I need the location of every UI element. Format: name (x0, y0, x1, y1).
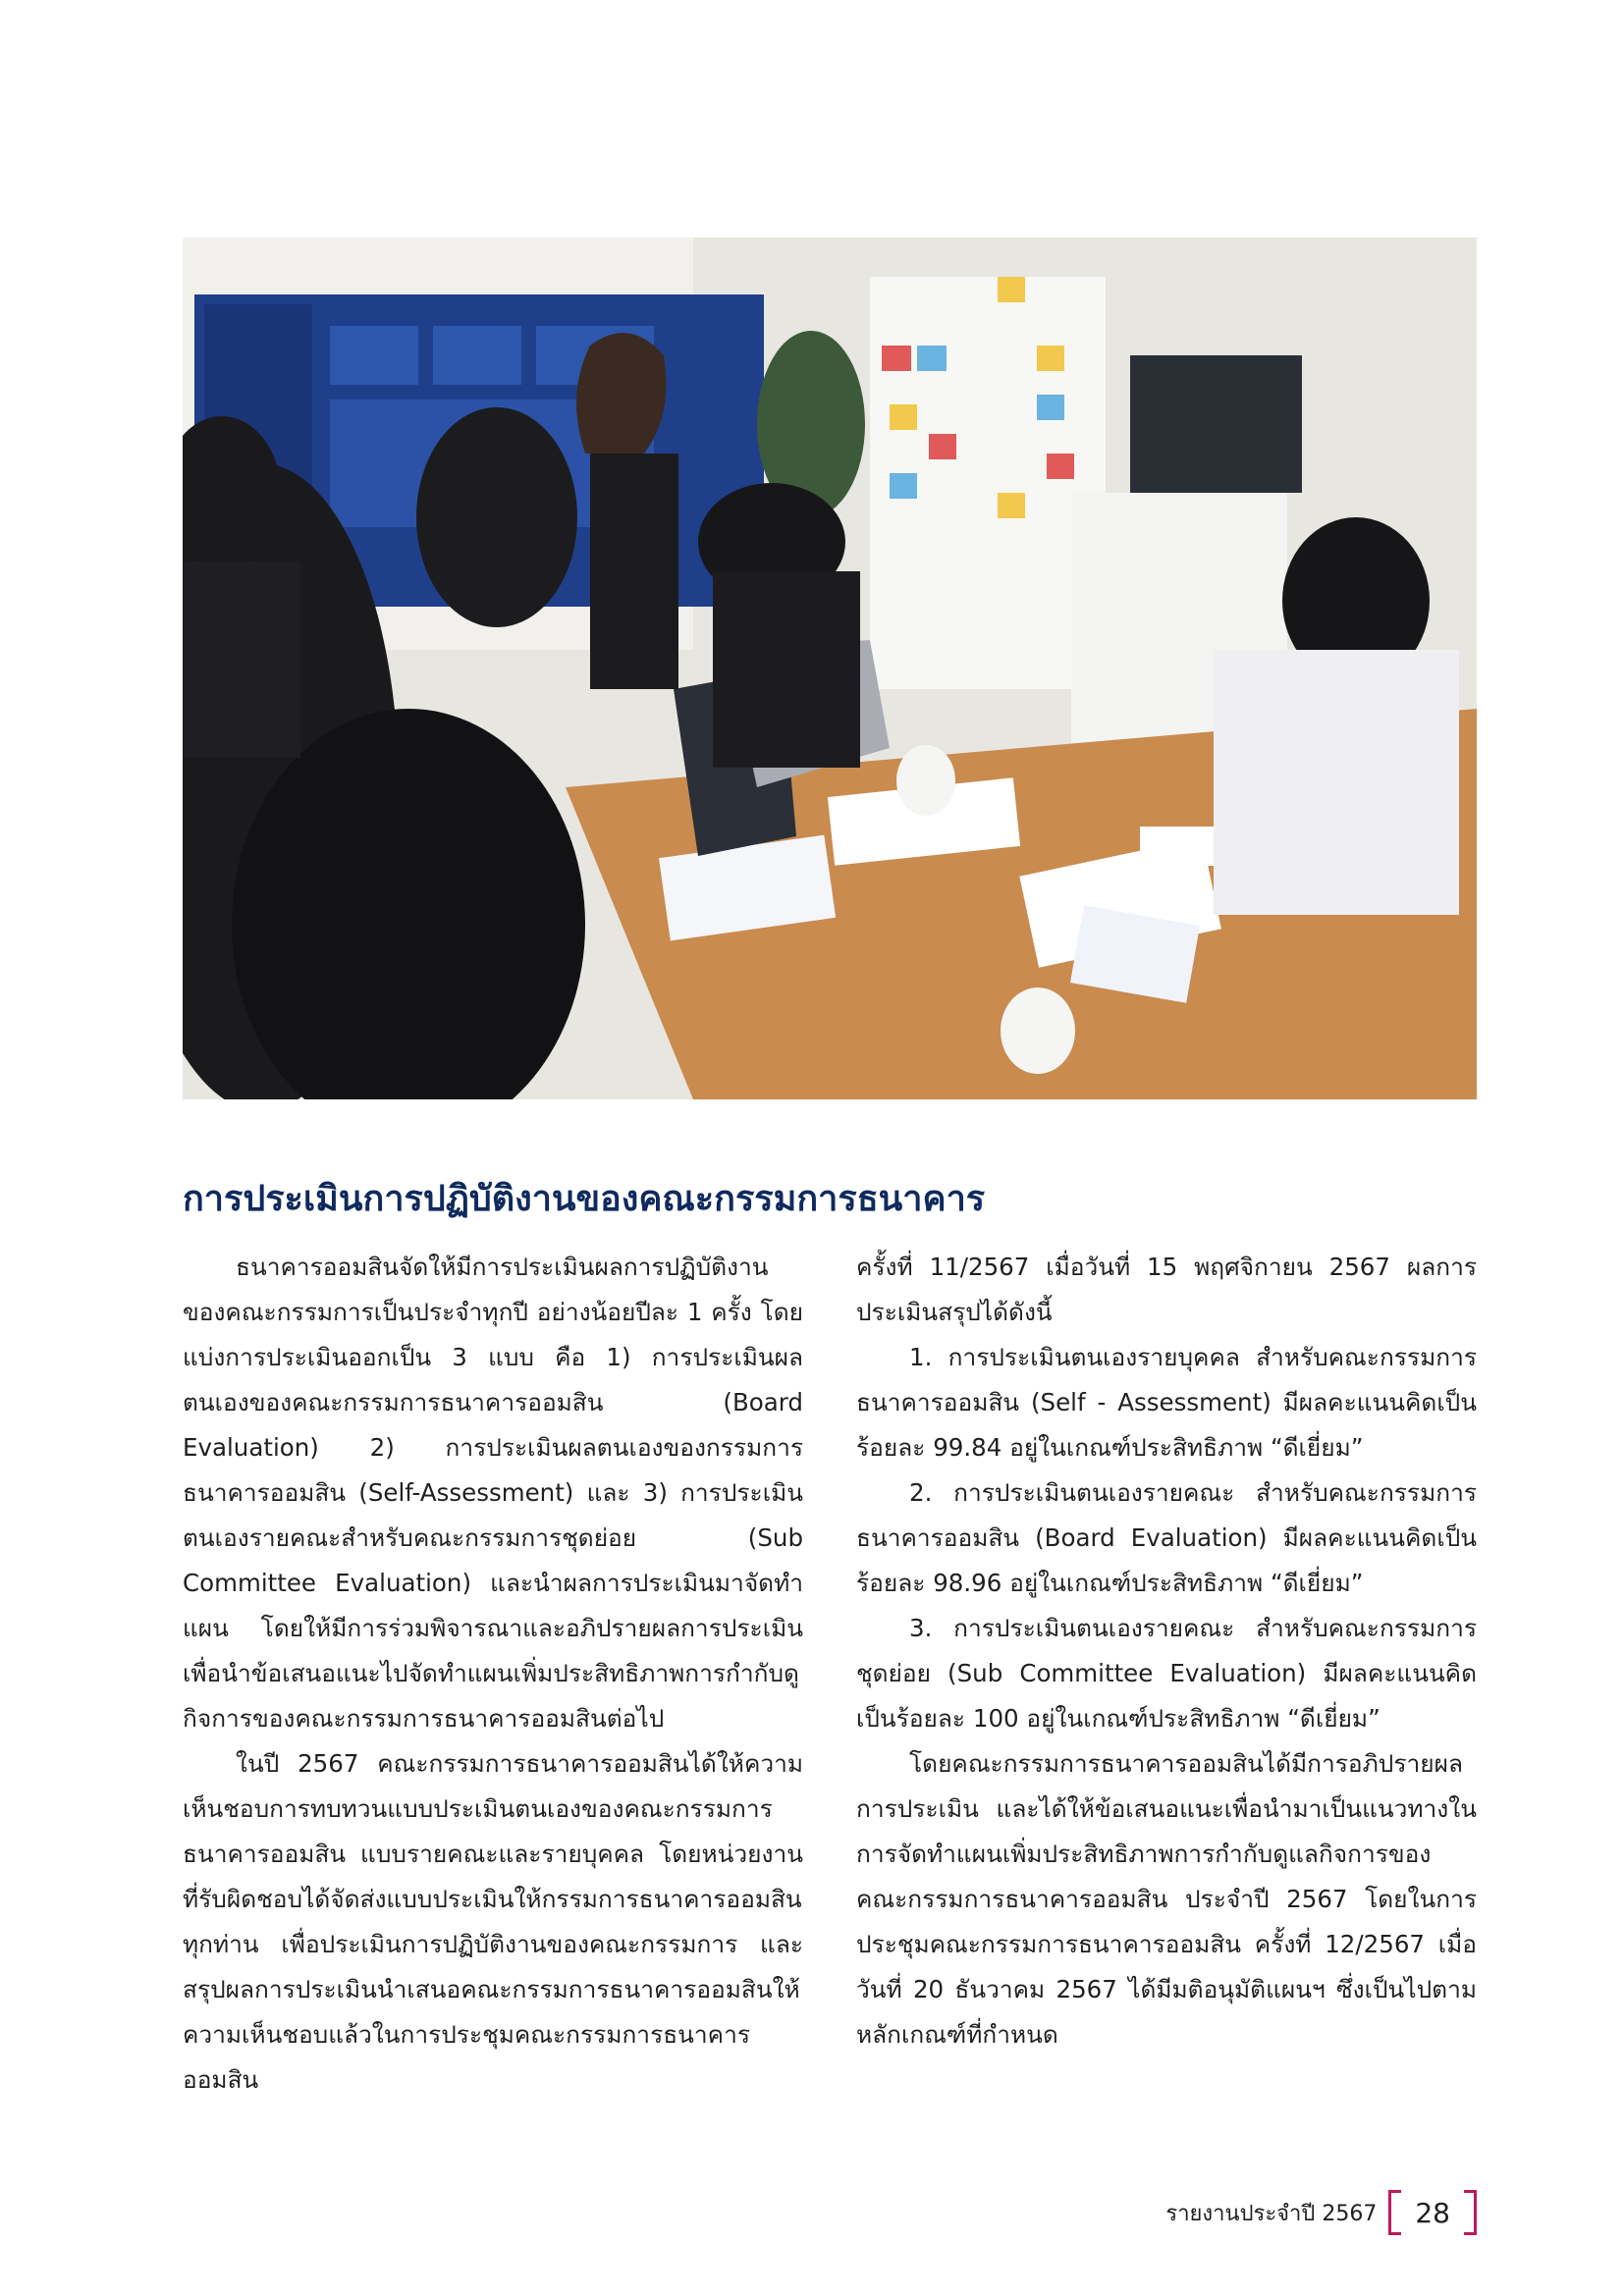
result-item-board-evaluation: 2. การประเมินตนเองรายคณะ สำหรับคณะกรรมการธนาคารออมสิน (Board Evaluation) มีผลคะแนนคิดเป็นร้อยละ 98.96 อยู่ในเกณฑ์ประสิทธิภาพ “ดีเยี่ยม” (856, 1478, 1477, 1597)
page-number: 28 (1415, 2196, 1450, 2229)
meeting-photo (183, 238, 1477, 1099)
report-label: รายงานประจำปี 2567 (1165, 2201, 1378, 2226)
result-item-self-assessment: 1. การประเมินตนเองรายบุคคล สำหรับคณะกรรมการธนาคารออมสิน (Self - Assessment) มีผลคะแนนคิดเป็นร้อยละ 99.84 อยู่ในเกณฑ์ประสิทธิภาพ “ดีเยี่ยม” (856, 1343, 1477, 1462)
result-item-sub-committee: 3. การประเมินตนเองรายคณะ สำหรับคณะกรรมการชุดย่อย (Sub Committee Evaluation) มีผลคะแนนคิดเป็นร้อยละ 100 อยู่ในเกณฑ์ประสิทธิภาพ “ดีเยี่ยม” (856, 1614, 1477, 1733)
body-paragraph: ในปี 2567 คณะกรรมการธนาคารออมสินได้ให้ความเห็นชอบการทบทวนแบบประเมินตนเองของคณะกรรมการธนาคารออมสิน แบบรายคณะและรายบุคคล โดยหน่วยงานที่รับผิดชอบได้จัดส่งแบบประเมินให้กรรมการธนาคารออมสินทุกท่าน เพื่อประเมินการปฏิบัติงานของคณะกรรมการ และสรุปผลการประเมินนำเสนอคณะกรรมการธนาคารออมสินให้ความเห็นชอบแล้วในการประชุมคณะกรรมการธนาคารออมสิน (183, 1749, 803, 2094)
body-paragraph: ธนาคารออมสินจัดให้มีการประเมินผลการปฏิบัติงานของคณะกรรมการเป็นประจำทุกปี อย่างน้อยปีละ 1 ครั้ง โดยแบ่งการประเมินออกเป็น 3 แบบ คือ 1) การประเมินผลตนเองของคณะกรรมการธนาคารออมสิน (Board Evaluation) 2) การประเมินผลตนเองของกรรมการธนาคารออมสิน (Self-Assessment) และ 3) การประเมินตนเองรายคณะสำหรับคณะกรรมการชุดย่อย (Sub Committee Evaluation) และนำผลการประเมินมาจัดทำแผน โดยให้มีการร่วมพิจารณาและอภิปรายผลการประเมินเพื่อนำข้อเสนอแนะไปจัดทำแผนเพิ่มประสิทธิภาพการกำกับดูกิจการของคณะกรรมการธนาคารออมสินต่อไป (183, 1253, 803, 1733)
body-paragraph: ครั้งที่ 11/2567 เมื่อวันที่ 15 พฤศจิกายน 2567 ผลการประเมินสรุปได้ดังนี้ (856, 1253, 1477, 1326)
body-paragraph: โดยคณะกรรมการธนาคารออมสินได้มีการอภิปรายผลการประเมิน และได้ให้ข้อเสนอแนะเพื่อนำมาเป็นแนวทางในการจัดทำแผนเพิ่มประสิทธิภาพการกำกับดูแลกิจการของคณะกรรมการธนาคารออมสิน ประจำปี 2567 โดยในการประชุมคณะกรรมการธนาคารออมสิน ครั้งที่ 12/2567 เมื่อวันที่ 20 ธันวาคม 2567 ได้มีมติอนุมัติแผนฯ ซึ่งเป็นไปตามหลักเกณฑ์ที่กำหนด (856, 1749, 1477, 2049)
bracket-right-icon (1464, 2190, 1477, 2235)
page-footer (1165, 2190, 1477, 2235)
right-column (856, 1245, 1477, 2057)
section-title: การประเมินการปฏิบัติงานของคณะกรรมการธนาคาร (183, 1179, 986, 1219)
meeting-photo-icon (183, 238, 1477, 1099)
left-column (183, 1245, 803, 2103)
bracket-left-icon (1388, 2190, 1401, 2235)
